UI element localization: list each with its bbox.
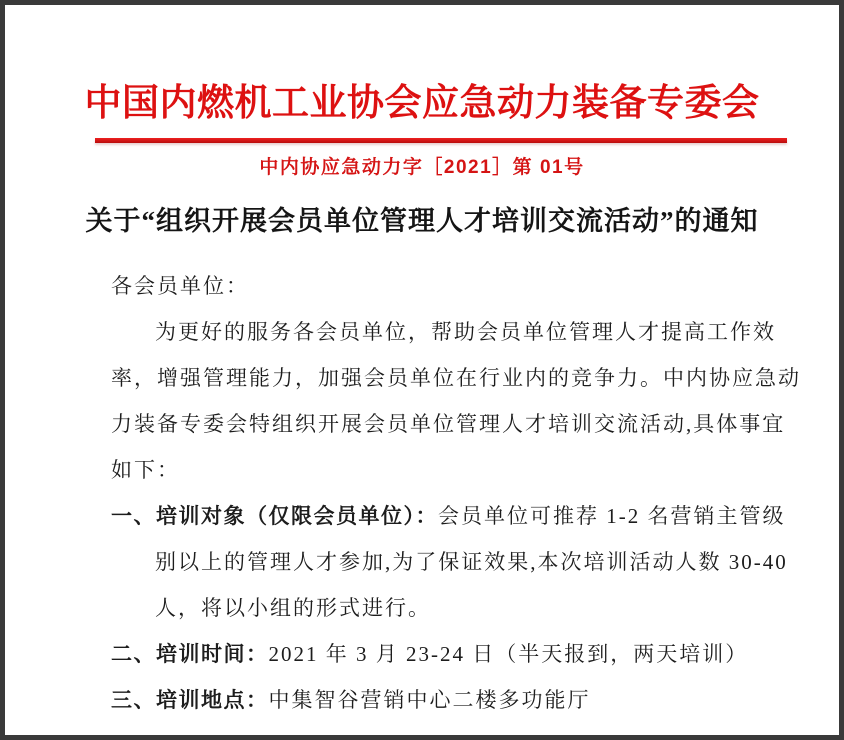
list-item-training-target — [111, 493, 799, 539]
list-item-training-location — [111, 677, 799, 723]
list-item-text: 2021 年 3 月 23-24 日（半天报到，两天培训） — [268, 642, 749, 666]
red-divider-rule — [95, 138, 787, 143]
list-item-label: 二、培训时间： — [111, 643, 269, 666]
document-content — [5, 5, 839, 723]
notice-title: 关于“组织开展会员单位管理人才培训交流活动”的通知 — [85, 206, 759, 236]
org-title: 中国内燃机工业协会应急动力装备专委会 — [84, 82, 760, 123]
list-item-text: 会员单位可推荐 1-2 名营销主管级 — [438, 504, 786, 528]
list-item-text: 中集智谷营销中心二楼多功能厅 — [268, 688, 591, 712]
paragraph-line-3: 力装备专委会特组织开展会员单位管理人才培训交流活动,具体事宜 — [111, 412, 786, 436]
list-item-training-time — [111, 631, 799, 677]
list-item-continuation-line: 人，将以小组的形式进行。 — [155, 596, 431, 620]
paragraph-line-4: 如下： — [111, 458, 180, 482]
list-item-continuation-line: 别以上的管理人才参加,为了保证效果,本次培训活动人数 30-40 — [155, 550, 788, 574]
salutation: 各会员单位： — [111, 274, 249, 298]
notice-body — [5, 263, 839, 723]
list-item-label: 三、培训地点： — [111, 689, 269, 712]
doc-number: 中内协应急动力字［2021］第 01号 — [259, 157, 585, 178]
paragraph-line-1: 为更好的服务各会员单位，帮助会员单位管理人才提高工作效 — [155, 320, 776, 344]
list-item-label: 一、培训对象（仅限会员单位）： — [111, 505, 438, 528]
paragraph-line-2: 率，增强管理能力，加强会员单位在行业内的竞争力。中内协应急动 — [111, 366, 801, 390]
